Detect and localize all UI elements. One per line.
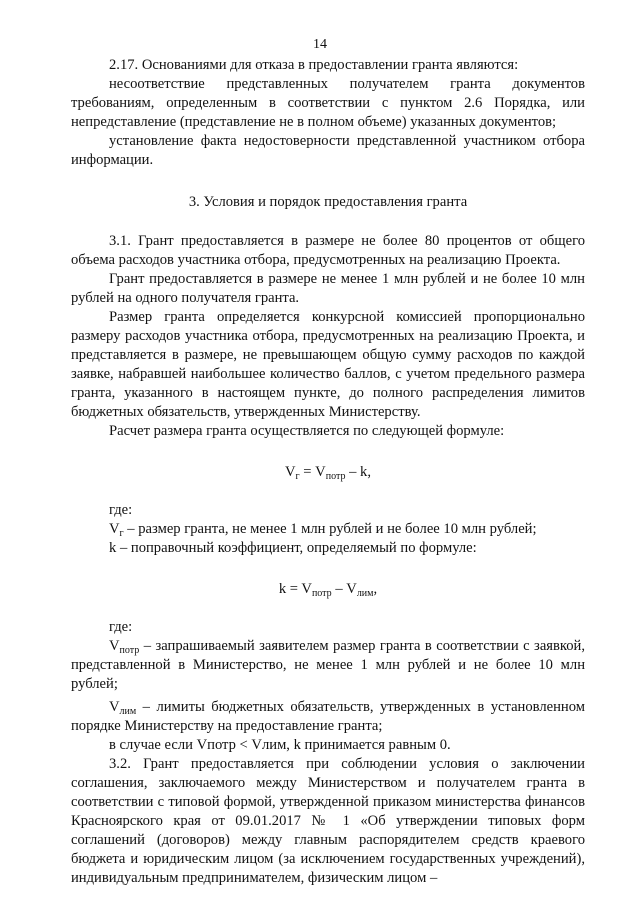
refusal-reason-2: установление факта недостоверности представленной участником отбора информации. [71, 133, 585, 168]
document-body [71, 56, 585, 888]
page-number: 14 [313, 37, 327, 52]
definition-vlim: $V_{лим}$ – лимиты бюджетных обязательств, утвержденных в установленном порядке Министерству на предоставление гранта; [71, 699, 585, 734]
definition-vpotr: $V_{потр}$ – запрашиваемый заявителем размер гранта в соответствии с заявкой, представленной в Министерство, не менее 1 млн рублей и не более 10 млн рублей; [71, 638, 585, 692]
zero-case-rule: в случае если Vпотр < Vлим, k принимается равным 0. [109, 737, 451, 753]
paragraph-3-1: 3.1. Грант предоставляется в размере не более 80 процентов от общего объема расходов участника отбора, предусмотренных на реализацию Проекта. [71, 233, 585, 268]
definition-k: k – поправочный коэффициент, определяемый по формуле: [109, 540, 477, 556]
section-2-17-title: 2.17. Основаниями для отказа в предоставлении гранта являются: [109, 57, 519, 73]
paragraph-grant-limits: Грант предоставляется в размере не менее 1 млн рублей и не более 10 млн рублей на одного получателя гранта. [71, 271, 585, 306]
where-label-2: где: [109, 619, 133, 635]
paragraph-formula-intro: Расчет размера гранта осуществляется по следующей формуле: [109, 423, 505, 439]
section-3-heading: 3. Условия и порядок предоставления гранта [188, 194, 468, 210]
paragraph-grant-size: Размер гранта определяется конкурсной комиссией пропорционально размеру расходов участника отбора, предусмотренных на реализацию Проекта, и представляется в размере, не превышающем общую сумму расходов по каждой заявке, набравшей наибольшее количество баллов, с учетом предельного размера гранта, указанного в настоящем пункте, до полного распределения лимитов бюджетных обязательств, утвержденных Министерству. [71, 309, 585, 420]
where-label-1: где: [109, 502, 133, 518]
definition-vg: $V_г$ – размер гранта, не менее 1 млн рублей и не более 10 млн рублей; [109, 521, 537, 539]
formula-grant: $V_г = V_{потр} - k$, [285, 464, 371, 482]
paragraph-3-2: 3.2. Грант предоставляется при соблюдении условия о заключении соглашения, заключаемого между Министерством и получателем гранта в соответствии с типовой формой, утвержденной приказом министерства финансов Красноярского края от 09.01.2017 № 1 «Об утверждении типовых форм соглашений (договоров) между главным распорядителем средств краевого бюджета и юридическим лицом (за исключением государственных учреждений), индивидуальным предпринимателем, физическим лицом – [71, 756, 585, 886]
refusal-reason-1: несоответствие представленных получателем гранта документов требованиям, определенным в соответствии с пунктом 2.6 Порядка, или непредставление (представление не в полном объеме) указанных документов; [71, 76, 585, 130]
formula-k: $k = V_{потр} - V_{лим}$, [278, 581, 378, 599]
